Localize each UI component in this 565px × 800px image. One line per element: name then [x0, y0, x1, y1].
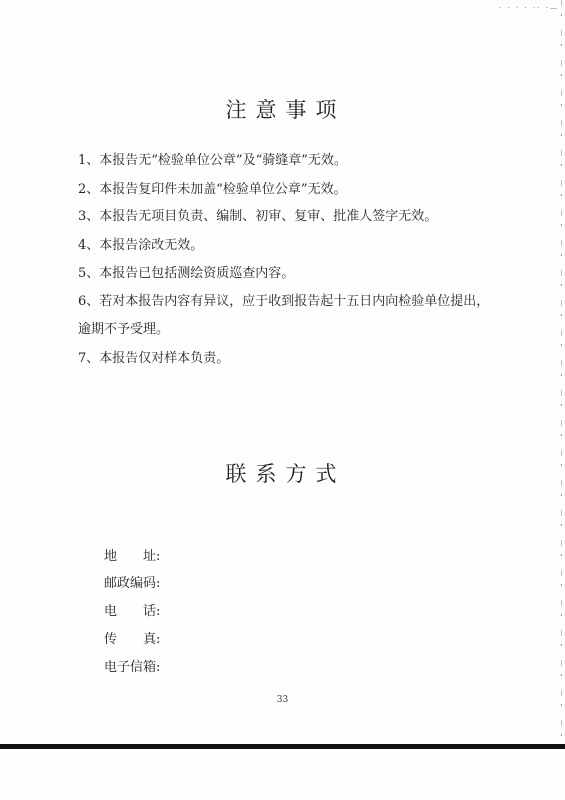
phone-label: 电 话:: [104, 604, 161, 619]
note-item-5: 5、本报告已包括测绘资质巡查内容。: [78, 266, 295, 281]
note-item-4: 4、本报告涂改无效。: [78, 238, 204, 253]
notes-title: 注意事项: [225, 98, 346, 122]
contact-email-row: [104, 659, 160, 677]
address-label: 地 址:: [104, 549, 161, 564]
contact-fax-row: [104, 631, 160, 649]
note-item-2: 2、本报告复印件未加盖“检验单位公章”无效。: [78, 182, 347, 197]
page-number: 33: [276, 695, 289, 705]
note-item-3: 3、本报告无项目负责、编制、初审、复审、批准人签字无效。: [78, 209, 438, 224]
note-item-6: 6、若对本报告内容有异议，应于收到报告起十五日内向检验单位提出，: [78, 294, 490, 309]
note-item-7: 7、本报告仅对样本负责。: [78, 351, 230, 366]
scan-mark-artifact: · · · · ·- ·—: [499, 4, 559, 12]
email-label: 电子信箱:: [104, 660, 161, 675]
contact-postcode-row: [104, 575, 160, 593]
bottom-rule: [0, 744, 565, 749]
contact-title: 联系方式: [225, 462, 346, 486]
contact-phone-row: [104, 603, 160, 621]
note-item-6-continued: 逾期不予受理。: [78, 322, 170, 337]
postcode-label: 邮政编码:: [104, 576, 161, 591]
note-item-1: 1、本报告无“检验单位公章”及“骑缝章”无效。: [78, 153, 347, 168]
contact-address-row: [104, 548, 160, 566]
fax-label: 传 真:: [104, 632, 161, 647]
